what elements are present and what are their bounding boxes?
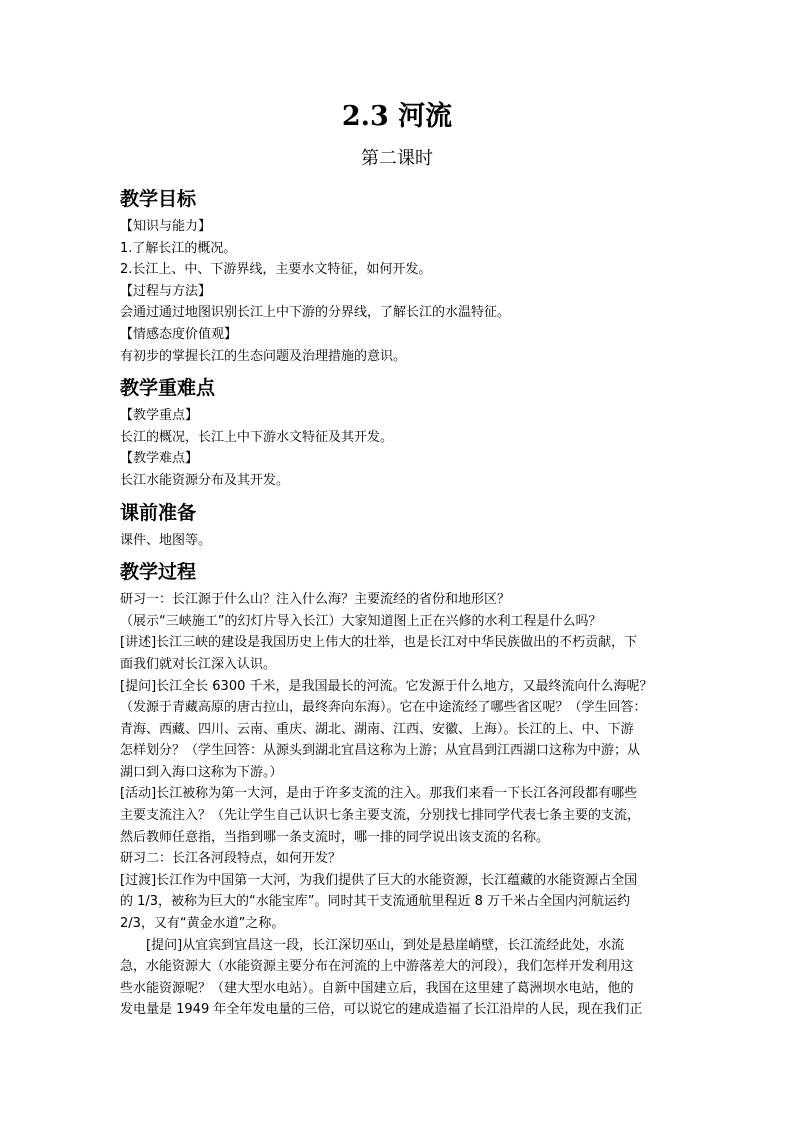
key-points-line: 【教学难点】	[120, 451, 199, 467]
key-points-line: 长江水能资源分布及其开发。	[120, 472, 290, 488]
goals-line: 【知识与能力】	[120, 219, 212, 234]
preparation-line: 课件、地图等。	[120, 532, 212, 548]
process-line: 些水能资源呢？（建大型水电站）。自新中国建立后，我国在这里建了葛洲坝水电站，他的	[120, 980, 634, 996]
process-line: [活动]长江被称为第一大河，是由于许多支流的注入。那我们来看一下长江各河段都有哪些	[120, 786, 638, 802]
process-line: [提问]长江全长 6300 千米，是我国最长的河流。它发源于什么地方，又最终流向什么海呢？	[120, 678, 653, 694]
process-line: 青海、西藏、四川、云南、重庆、湖北、湖南、江西、安徽、上海）。长江的上、中、下游	[120, 721, 634, 737]
process-line: 研习二：长江各河段特点，如何开发？	[120, 851, 342, 867]
process-line: 主要支流注入？（先让学生自己认识七条主要支流，分别找七排同学代表七条主要的支流，	[120, 808, 641, 824]
section-heading-preparation: 课前准备	[120, 501, 197, 524]
process-line: [提问]从宜宾到宜昌这一段，长江深切巫山，到处是悬崖峭壁，长江流经此处，水流	[146, 937, 625, 953]
goals-line: 【过程与方法】	[120, 283, 212, 299]
process-line: （展示“三峡施工”的幻灯片导入长江）大家知道图上正在兴修的水利工程是什么吗？	[120, 613, 602, 629]
goals-line: 1.了解长江的概况。	[120, 240, 237, 256]
key-points-line: 长江的概况，长江上中下游水文特征及其开发。	[120, 429, 394, 445]
page-title: 2.3 河流	[341, 101, 453, 132]
goals-line: 会通过通过地图识别长江上中下游的分界线，了解长江的水温特征。	[120, 305, 511, 321]
process-line: 发电量是 1949 年全年发电量的三倍，可以说它的建成造福了长江沿岸的人民，现在我们正	[120, 1002, 643, 1018]
process-line: 湖口到入海口这称为下游。）	[120, 764, 283, 780]
goals-line: 有初步的掌握长江的生态问题及治理措施的意识。	[120, 348, 407, 364]
section-heading-process: 教学过程	[120, 561, 197, 584]
process-line: [讲述]长江三峡的建设是我国历史上伟大的壮举，也是长江对中华民族做出的不朽贡献，下	[120, 635, 638, 651]
process-line: 然后教师任意指，当指到哪一条支流时，哪一排的同学说出该支流的名称。	[120, 829, 550, 845]
document-body	[120, 184, 686, 1021]
process-line: 研习一：长江源于什么山？注入什么海？主要流经的省份和地形区？	[120, 592, 511, 608]
process-line: [过渡]长江作为中国第一大河，为我们提供了巨大的水能资源，长江蕴藏的水能资源占全国	[120, 872, 638, 888]
process-line: 2/3，又有“黄金水道”之称。	[120, 916, 285, 932]
process-line: 急，水能资源大（水能资源主要分布在河流的上中游落差大的河段），我们怎样开发利用这	[120, 959, 634, 975]
goals-line: 【情感态度价值观】	[120, 326, 238, 342]
process-line: 的 1/3，被称为巨大的“水能宝库”。同时其干支流通航里程近 8 万千米占全国内河航运约	[120, 894, 631, 910]
section-heading-goals: 教学目标	[120, 188, 197, 210]
page-subtitle: 第二课时	[361, 148, 433, 169]
goals-line: 2.长江上、中、下游界线，主要水文特征，如何开发。	[120, 262, 432, 278]
process-line: 面我们就对长江深入认识。	[120, 656, 277, 672]
process-line: （发源于青藏高原的唐古拉山，最终奔向东海）。它在中途流经了哪些省区呢？（学生回答：	[120, 700, 647, 716]
key-points-line: 【教学重点】	[120, 408, 199, 424]
section-heading-key-points: 教学重难点	[120, 377, 216, 400]
process-line: 怎样划分？（学生回答：从源头到湖北宜昌这称为上游；从宜昌到江西湖口这称为中游；从	[120, 743, 641, 759]
